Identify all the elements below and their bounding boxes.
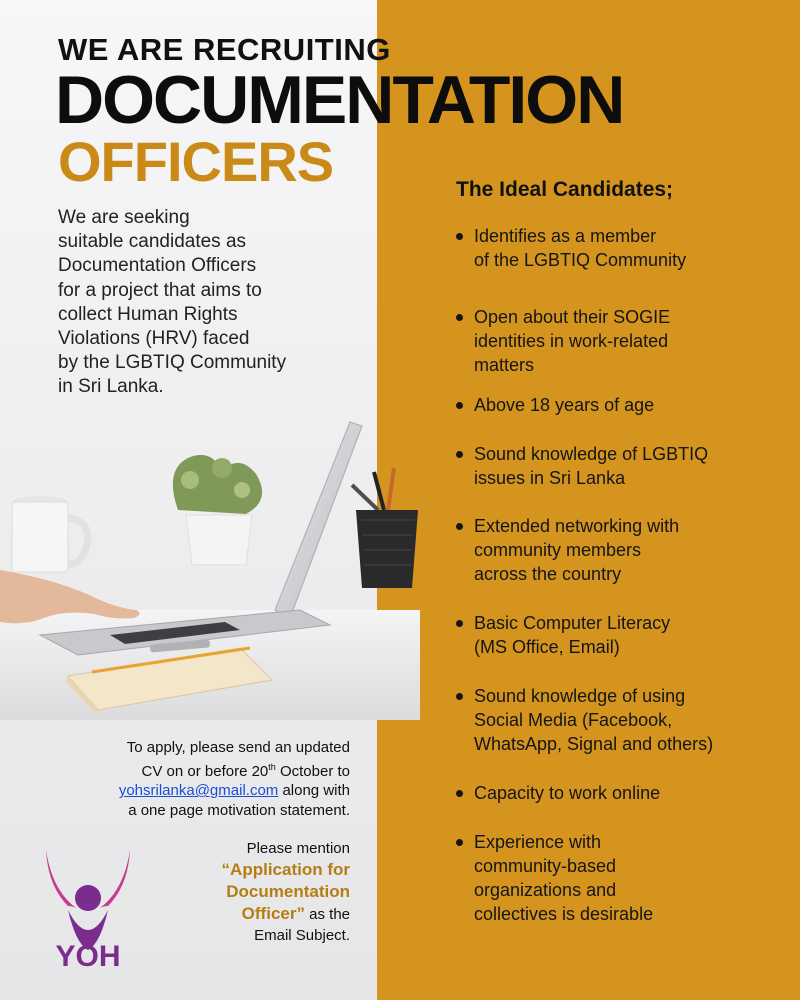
intro-line: We are seeking	[58, 207, 190, 228]
apply-line: To apply, please send an updated	[126, 739, 350, 756]
yoh-logo	[38, 850, 138, 970]
mention-line: Please mention	[246, 840, 350, 857]
bullet-icon	[456, 693, 463, 700]
intro-line: suitable candidates as	[58, 231, 247, 253]
apply-line: October to	[275, 762, 350, 780]
pencil-holder	[352, 468, 418, 588]
workspace-photo	[0, 410, 420, 720]
criteria-text: Experience with community-based organizations and collectives is desirable	[474, 832, 654, 924]
intro-line: Documentation Officers	[58, 255, 257, 277]
intro-line: for a project that aims to	[58, 279, 262, 301]
bullet-icon	[456, 839, 463, 846]
criteria-item	[456, 781, 660, 805]
criteria-text: Capacity to work online	[474, 783, 661, 803]
heading-documentation-part1: DOCUMEN	[55, 62, 393, 138]
bullet-icon	[456, 451, 463, 458]
criteria-item	[456, 684, 713, 756]
ordinal-suffix: th	[268, 761, 276, 772]
apply-line: CV on or before 20	[141, 762, 269, 780]
subject-line: Documentation	[226, 882, 350, 901]
criteria-text: Identifies as a member of the LGBTIQ Community	[474, 226, 687, 270]
bullet-icon	[456, 790, 463, 797]
criteria-text: Open about their SOGIE identities in work-related matters	[474, 307, 671, 375]
email-link[interactable]: yohsrilanka@gmail.com	[118, 782, 279, 800]
subject-line: “Application for	[221, 860, 350, 879]
intro-line: Violations (HRV) faced	[58, 328, 250, 350]
criteria-item	[456, 514, 679, 586]
criteria-item	[456, 393, 654, 417]
subject-line: Officer”	[241, 904, 305, 923]
ideal-candidates-title: The Ideal Candidates;	[456, 178, 674, 201]
criteria-text: Above 18 years of age	[474, 395, 655, 415]
criteria-item	[456, 442, 708, 490]
intro-line: in Sri Lanka.	[58, 376, 164, 398]
heading-recruiting: WE ARE RECRUITING	[58, 32, 391, 67]
criteria-text: Sound knowledge of using Social Media (Facebook, WhatsApp, Signal and others)	[474, 686, 714, 754]
bullet-icon	[456, 620, 463, 627]
apply-line: along with	[278, 782, 350, 800]
intro-line: by the LGBTIQ Community	[58, 352, 287, 374]
apply-instructions	[48, 738, 350, 820]
apply-line: a one page motivation statement.	[128, 801, 350, 819]
mention-line: as the	[304, 906, 350, 923]
heading-documentation-part2: TATION	[392, 62, 624, 138]
plant	[173, 455, 262, 565]
heading-officers: OFFICERS	[58, 130, 334, 193]
intro-line: collect Human Rights	[58, 303, 238, 325]
mug	[12, 496, 88, 572]
bullet-icon	[456, 314, 463, 321]
bullet-icon	[456, 402, 463, 409]
email-subject-note	[170, 838, 350, 946]
criteria-item	[456, 611, 670, 659]
logo-text: YOH	[55, 940, 121, 970]
criteria-text: Sound knowledge of LGBTIQ issues in Sri Lanka	[474, 444, 709, 488]
criteria-text: Basic Computer Literacy (MS Office, Email)	[474, 613, 671, 657]
criteria-item	[456, 224, 686, 272]
bullet-icon	[456, 233, 463, 240]
criteria-item	[456, 305, 670, 377]
intro-text	[58, 206, 358, 400]
bullet-icon	[456, 523, 463, 530]
criteria-text: Extended networking with community members across the country	[474, 516, 680, 584]
mention-line: Email Subject.	[254, 927, 350, 944]
heading-documentation	[55, 62, 624, 138]
criteria-item	[456, 830, 653, 926]
